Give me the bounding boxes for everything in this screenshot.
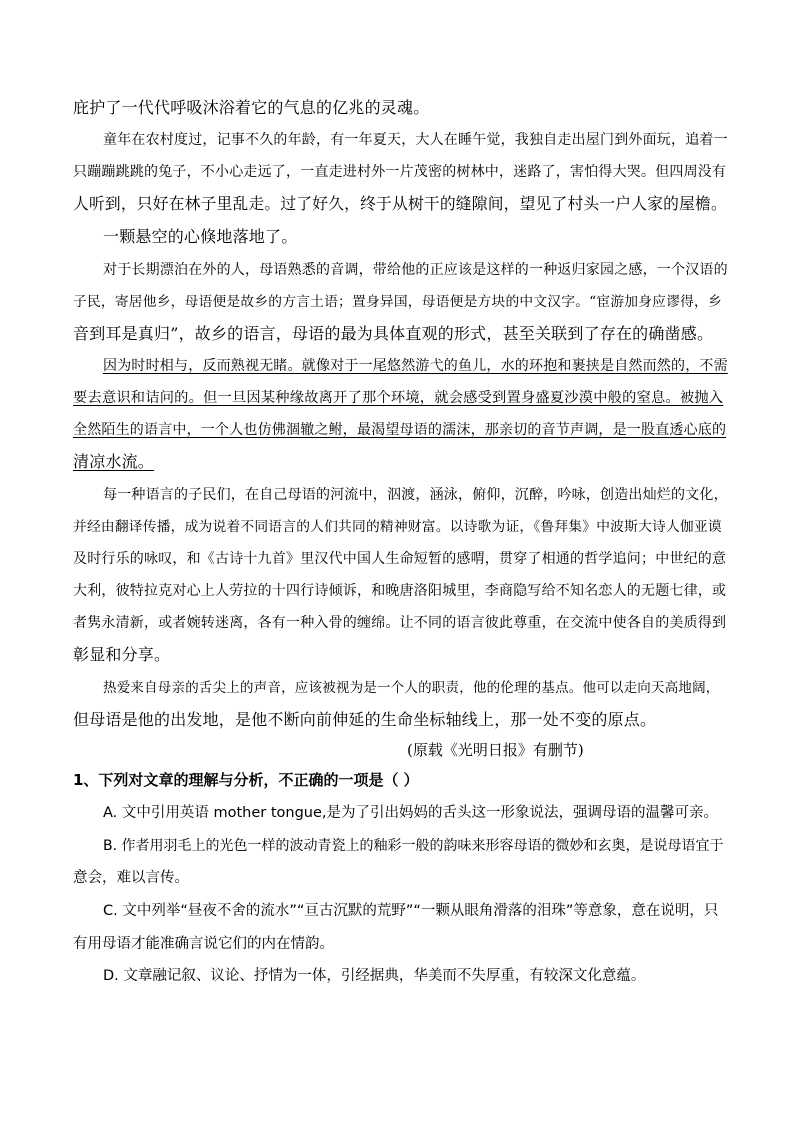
passage-line: 只蹦蹦跳跳的兔子，不小心走远了，一直走进村外一片茂密的树林中，迷路了，害怕得大哭。但四周没有	[73, 164, 727, 180]
passage-line: 并经由翻译传播，成为说着不同语言的人们共同的精神财富。以诗歌为证，《鲁拜集》中波斯大诗人伽亚谟	[73, 519, 722, 535]
passage-line: 大利，彼特拉克对心上人劳拉的十四行诗倾诉，和晚唐洛阳城里，李商隐写给不知名恋人的无题七律，或	[73, 583, 727, 599]
question-stem: 1、下列对文章的理解与分析，不正确的一项是（ ）	[73, 771, 419, 789]
passage-line: 童年在农村度过，记事不久的年龄，有一年夏天，大人在睡午觉，我独自走出屋门到外面玩，追着一	[103, 132, 728, 148]
option-b-continued: 意会，难以言传。	[73, 870, 189, 886]
passage-line: 庇护了一代代呼吸沐浴着它的气息的亿兆的灵魂。	[73, 98, 430, 117]
underlined-passage-line: 要去意识和诘问的。但一旦因某种缘故离开了那个环境，就会感受到置身盛夏沙漠中般的窒息。被抛入	[73, 390, 724, 406]
option-b: B. 作者用羽毛上的光色一样的波动青瓷上的釉彩一般的韵味来形容母语的微妙和玄奥，是说母语宜于	[103, 838, 724, 854]
underlined-passage-line: 清凉水流。	[73, 452, 155, 471]
passage-line: 但母语是他的出发地，是他不断向前伸延的生命坐标轴线上，那一处不变的原点。	[73, 710, 657, 729]
passage-line: 热爱来自母亲的舌尖上的声音，应该被视为是一个人的职责，他的伦理的基点。他可以走向天高地阔，	[103, 680, 720, 696]
passage-line: 一颗悬空的心倏地落地了。	[103, 227, 298, 246]
option-d: D. 文章融记叙、议论、抒情为一体，引经据典，华美而不失厚重，有较深文化意蕴。	[103, 968, 646, 984]
source-citation: (原载《光明日报》有删节)	[407, 741, 584, 759]
passage-line: 音到耳是真归”，故乡的语言，母语的最为具体直观的形式，甚至关联到了存在的确凿感。	[73, 324, 714, 343]
passage-line: 及时行乐的咏叹，和《古诗十九首》里汉代中国人生命短暂的感喟，贯穿了相通的哲学追问；中世纪的意	[73, 551, 727, 567]
passage-line: 子民，寄居他乡，母语便是故乡的方言土语；置身异国，母语便是方块的中文汉字。“宦游加身应谬得，乡	[73, 294, 722, 310]
option-a: A. 文中引用英语 mother tongue,是为了引出妈妈的舌头这一形象说法，强调母语的温馨可亲。	[103, 805, 719, 821]
passage-line: 彰显和分享。	[73, 645, 171, 664]
underlined-passage-line: 因为时时相与，反而熟视无睹。就像对于一尾悠然游弋的鱼儿，水的环抱和裹挟是自然而然的，不需	[103, 358, 728, 374]
passage-line: 每一种语言的子民们，在自己母语的河流中，泅渡，涵泳，俯仰，沉醉，吟咏，创造出灿烂的文化，	[103, 487, 728, 503]
passage-line: 对于长期漂泊在外的人，母语熟悉的音调，带给他的正应该是这样的一种返归家园之感，一个汉语的	[103, 262, 728, 278]
passage-line: 者隽永清新，或者婉转迷离，各有一种入骨的缠绵。让不同的语言彼此尊重，在交流中使各自的美质得到	[73, 615, 727, 631]
option-c-continued: 有用母语才能准确言说它们的内在情韵。	[73, 936, 334, 952]
option-c: C. 文中列举“昼夜不舍的流水”“亘古沉默的荒野”“一颗从眼角滑落的泪珠”等意象，意在说明，只	[103, 903, 719, 919]
underlined-passage-line: 全然陌生的语言中，一个人也仿佛涸辙之鲋，最渴望母语的濡沫，那亲切的音节声调，是一股直透心底的	[73, 422, 727, 438]
passage-line: 人听到，只好在林子里乱走。过了好久，终于从树干的缝隙间，望见了村头一户人家的屋檐。	[73, 194, 727, 213]
